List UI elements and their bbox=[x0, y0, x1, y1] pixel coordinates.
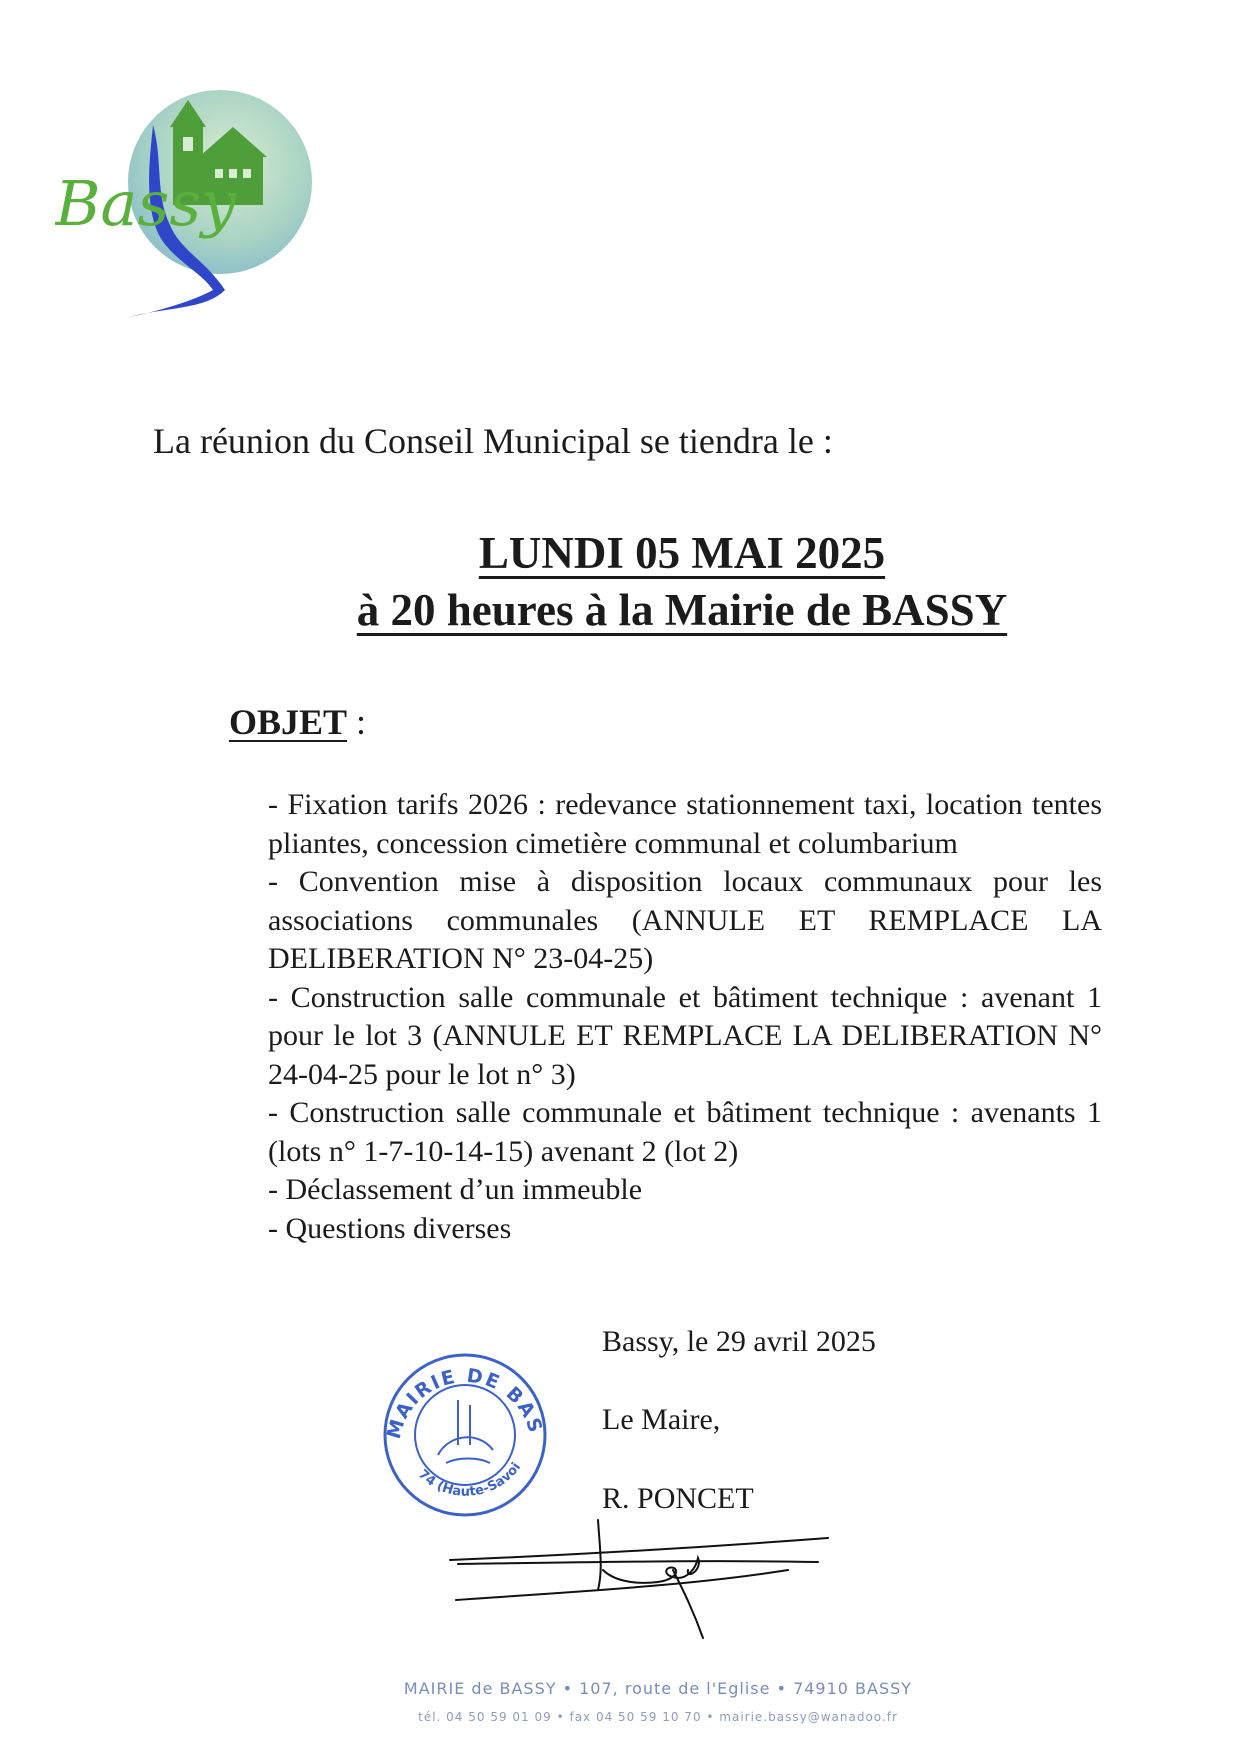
agenda-list bbox=[268, 786, 1102, 1248]
meeting-intro: La réunion du Conseil Municipal se tiendra le : bbox=[153, 421, 833, 461]
agenda-item: - Construction salle communale et bâtiment technique : avenants 1 (lots n° 1-7-10-14-15) avenant 2 (lot 2) bbox=[268, 1096, 1102, 1168]
svg-text:74 (Haute-Savoie): 74 (Haute-Savoi bbox=[415, 1460, 525, 1500]
agenda-item: - Convention mise à disposition locaux communaux pour les associations communales (ANNULE ET REMPLACE LA DELIBERATION N° 23-04-25) bbox=[268, 865, 1102, 975]
meeting-date: LUNDI 05 MAI 2025 bbox=[478, 528, 886, 578]
footer-address: MAIRIE de BASSY • 107, route de l'Eglise • 74910 BASSY bbox=[403, 1679, 913, 1698]
agenda-item: - Questions diverses bbox=[268, 1211, 512, 1245]
agenda-item: - Construction salle communale et bâtiment technique : avenant 1 pour le lot 3 (ANNULE ET REMPLACE LA DELIBERATION N° 24-04-25 pour le lot n° 3) bbox=[268, 980, 1102, 1091]
svg-text:Bassy: Bassy bbox=[55, 167, 237, 240]
agenda-item: - Fixation tarifs 2026 : redevance stationnement taxi, location tentes pliantes, concession cimetière communal et columbarium bbox=[268, 788, 1102, 860]
agenda-item: - Déclassement d’un immeuble bbox=[268, 1173, 643, 1206]
mayor-title: Le Maire, bbox=[602, 1403, 721, 1436]
objet-heading: OBJET : bbox=[229, 702, 367, 742]
footer-contact: tél. 04 50 59 01 09 • fax 04 50 59 10 70 • mairie.bassy@wanadoo.fr bbox=[418, 1710, 898, 1724]
handwritten-signature bbox=[448, 1510, 833, 1640]
bassy-logo bbox=[55, 85, 335, 320]
place-date: Bassy, le 29 avril 2025 bbox=[602, 1325, 876, 1358]
mairie-stamp bbox=[378, 1345, 553, 1520]
svg-text:MAIRIE DE BASSY: MAIRIE DE BAS bbox=[382, 1364, 547, 1442]
meeting-time-place: à 20 heures à la Mairie de BASSY bbox=[356, 585, 1008, 635]
mayor-name: R. PONCET bbox=[602, 1482, 754, 1515]
